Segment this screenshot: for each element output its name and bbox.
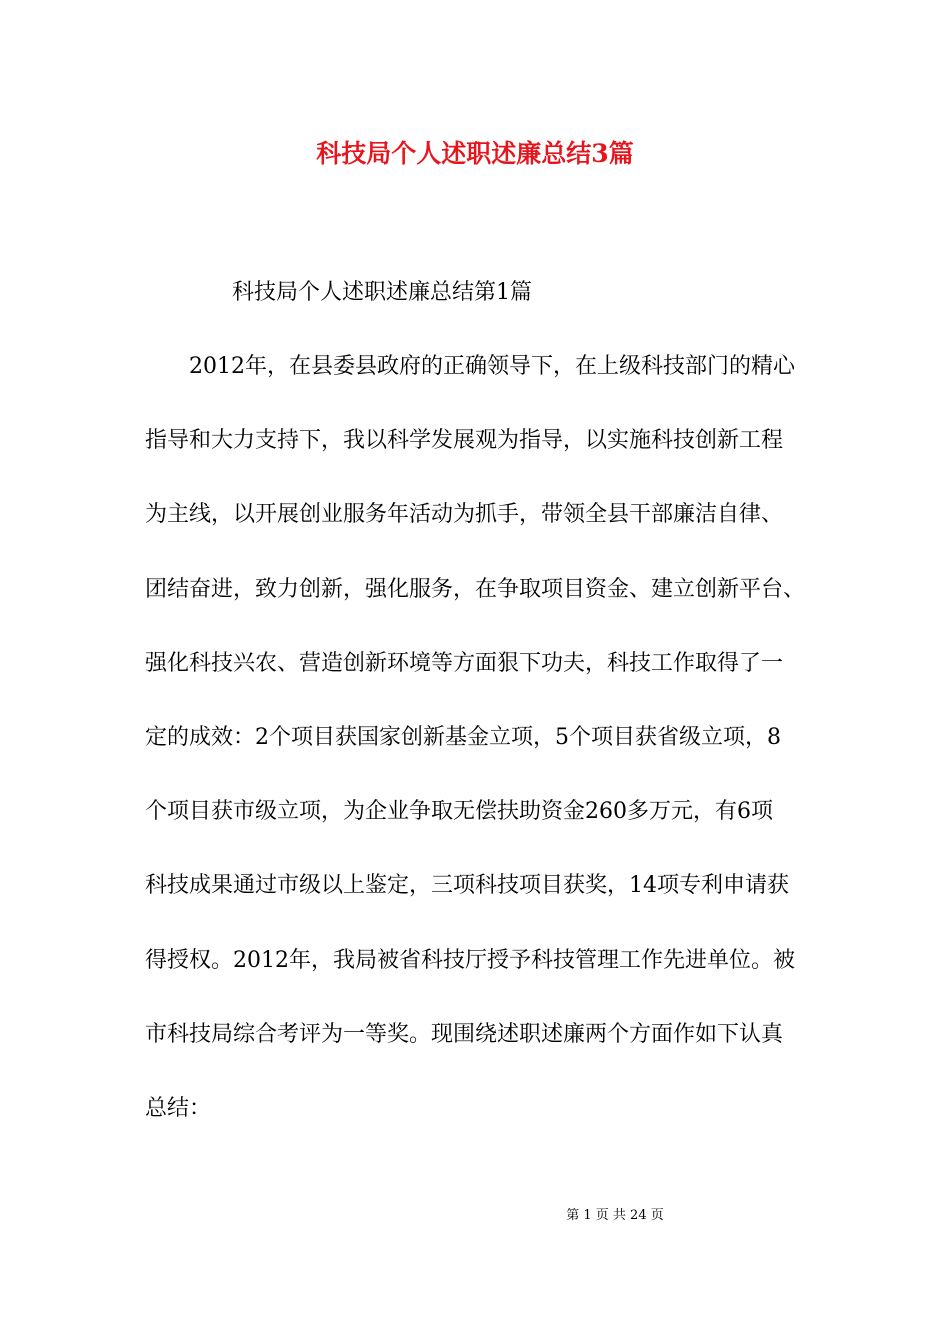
paragraph-line: 团结奋进，致力创新，强化服务，在争取项目资金、建立创新平台、	[145, 576, 806, 602]
paragraph-line: 得授权。2012年，我局被省科技厅授予科技管理工作先进单位。被	[145, 947, 795, 973]
paragraph-line: 定的成效：2个项目获国家创新基金立项，5个项目获省级立项，8	[145, 724, 781, 750]
paragraph-line: 市科技局综合考评为一等奖。现围绕述职述廉两个方面作如下认真	[145, 1021, 784, 1047]
document-title: 科技局个人述职述廉总结3篇	[316, 139, 634, 168]
paragraph-line: 指导和大力支持下，我以科学发展观为指导，以实施科技创新工程	[145, 428, 784, 454]
paragraph-line: 总结：	[145, 1095, 212, 1121]
section-heading: 科技局个人述职述廉总结第1篇	[232, 280, 532, 305]
paragraph-line: 科技成果通过市级以上鉴定，三项科技项目获奖，14项专利申请获	[145, 873, 789, 899]
paragraph-line: 2012年，在县委县政府的正确领导下，在上级科技部门的精心	[189, 354, 795, 379]
paragraph-line: 为主线，以开展创业服务年活动为抓手，带领全县干部廉洁自律、	[145, 502, 784, 528]
page-number-footer: 第 1 页 共 24 页	[566, 1208, 664, 1223]
paragraph-line: 强化科技兴农、营造创新环境等方面狠下功夫，科技工作取得了一	[145, 650, 784, 676]
body-paragraph	[145, 348, 825, 1164]
paragraph-line: 个项目获市级立项，为企业争取无偿扶助资金260多万元，有6项	[145, 799, 773, 825]
